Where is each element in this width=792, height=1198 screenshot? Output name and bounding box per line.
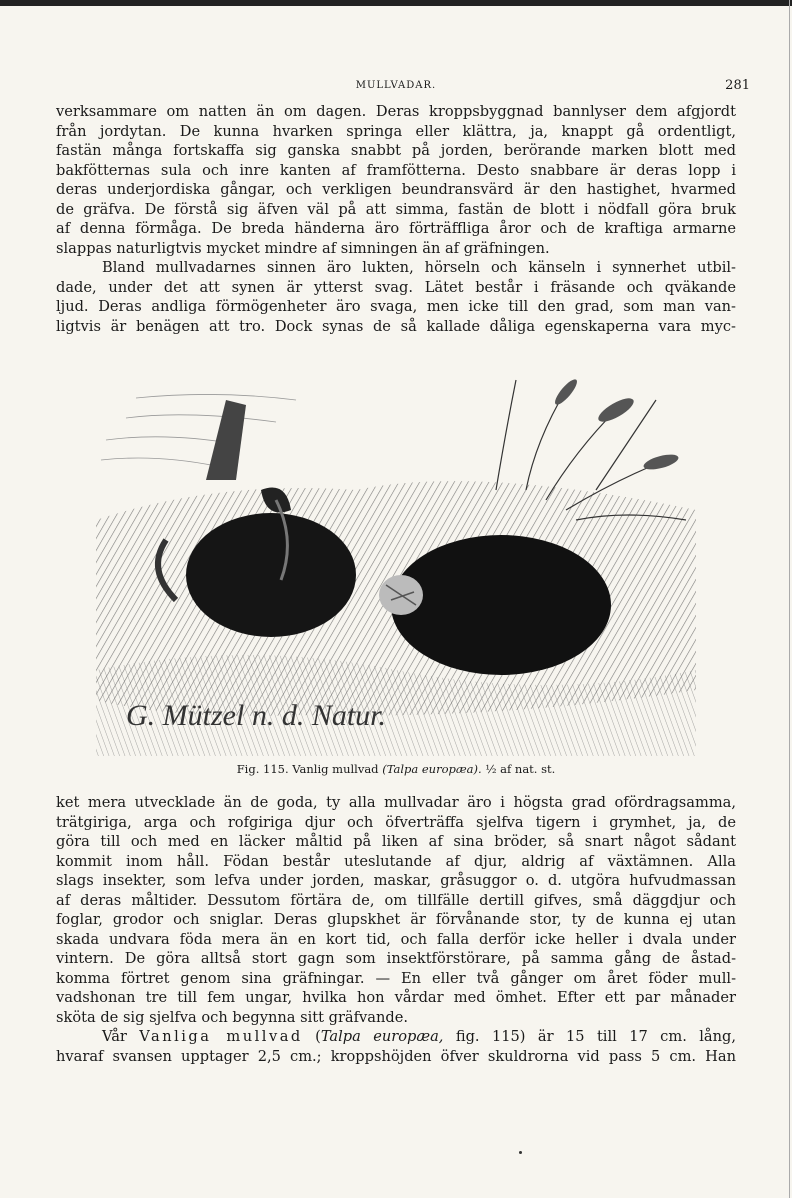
text-line: skada undvara föda mera än en kort tid, och falla derför icke heller i dvala under bbox=[56, 930, 736, 948]
print-speck bbox=[519, 1151, 522, 1154]
top-border bbox=[0, 0, 792, 6]
text-line: Bland mullvadarnes sinnen äro lukten, hörseln och känseln i synnerhet utbil- bbox=[102, 259, 736, 276]
text-line: slags insekter, som lefva under jorden, maskar, gråsuggor o. d. utgöra hufvudmassan bbox=[56, 872, 736, 889]
leaves bbox=[552, 377, 680, 473]
text-line: af deras måltider. Dessutom förtära de, om tillfälle dertill gifves, små däggdjur och bbox=[56, 891, 736, 909]
text-line: från jordytan. De kunna hvarken springa eller klättra, ja, knappt gå ordentligt, bbox=[56, 122, 736, 140]
artist-signature: G. Mützel n. d. Natur. bbox=[126, 699, 387, 732]
text-line: ljud. Deras andliga förmögenheter äro svaga, men icke till den grad, som man van- bbox=[56, 298, 736, 315]
text-line: de gräfva. De förstå sig äfven väl på att simma, fastän de blott i nödfall göra bruk bbox=[56, 200, 736, 218]
text-line: fastän många fortskaffa sig ganska snabbt på jorden, berörande marken blott med bbox=[56, 142, 736, 159]
text-line: sköta de sig sjelfva och begynna sitt gräfvande. bbox=[56, 1008, 408, 1026]
text-line: af denna förmåga. De breda händerna äro förträffliga åror och de kraftiga armarne bbox=[56, 220, 736, 237]
stump bbox=[206, 400, 246, 480]
text-block-top bbox=[56, 102, 736, 336]
caption-prefix: Fig. 115. Vanlig mullvad bbox=[236, 762, 379, 776]
text-line: foglar, grodor och sniglar. Deras glupskhet är förvånande stor, ty de kunna ej utan bbox=[56, 911, 736, 928]
text-line: komma förtret genom sina gräfningar. — En eller två gånger om året föder mull- bbox=[56, 969, 736, 987]
text-line: kommit inom håll. Födan består uteslutande af djur, aldrig af växtämnen. Alla bbox=[56, 852, 736, 870]
caption-scale: ½ af nat. st. bbox=[485, 762, 556, 776]
caption-latin-name: (Talpa europæa). bbox=[382, 762, 482, 776]
running-title: MULLVADAR. bbox=[355, 80, 437, 91]
text-line: göra till och med en läcker måltid på liken af sina bröder, så snart något sådant bbox=[56, 833, 736, 850]
text-line: bakfötternas sula och inre kanten af framfötterna. Desto snabbare är deras lopp i bbox=[56, 161, 736, 179]
background-hatching bbox=[101, 394, 296, 466]
text-line: slappas naturligtvis mycket mindre af simningen än af gräfningen. bbox=[56, 239, 550, 257]
text-line: deras underjordiska gångar, och verkligen beundransvärd är den hastighet, hvarmed bbox=[56, 181, 736, 198]
text-line: vintern. De göra alltså stort gagn som insektförstörare, på samma gång de åstad- bbox=[56, 950, 736, 967]
text-block-bottom bbox=[56, 793, 736, 1066]
figure-caption bbox=[0, 762, 792, 776]
text-line: ligtvis är benägen att tro. Dock synas de så kallade dåliga egenskaperna vara myc- bbox=[56, 317, 736, 335]
spaced-term: Vanliga mullvad bbox=[139, 1028, 303, 1045]
text-line: hvaraf svansen upptager 2,5 cm.; kroppshöjden öfver skuldrorna vid pass 5 cm. Han bbox=[56, 1047, 736, 1065]
text-line: vadshonan tre till fem ungar, hvilka hon vårdar med ömhet. Efter ett par månader bbox=[56, 989, 736, 1006]
engraving-drawing bbox=[96, 370, 696, 756]
text-line: Vår Vanliga mullvad (Talpa europæa, fig. 115) är 15 till 17 cm. lång, bbox=[102, 1028, 736, 1045]
text-line: verksammare om natten än om dagen. Deras kroppsbyggnad bannlyser dem afgjordt bbox=[56, 103, 736, 120]
text-line: trätgiriga, arga och rofgiriga djur och öfverträffa sjelfva tigern i grymhet, ja, de bbox=[56, 813, 736, 831]
text-line: ket mera utvecklade än de goda, ty alla mullvadar äro i högsta grad ofördragsamma, bbox=[56, 794, 736, 811]
latin-name: Talpa europæa, bbox=[320, 1028, 444, 1045]
running-header bbox=[0, 78, 792, 94]
mole-left bbox=[186, 513, 356, 637]
text-line: dade, under det att synen är ytterst svag. Lätet består i fräsande och qväkande bbox=[56, 278, 736, 296]
page-edge bbox=[789, 0, 790, 1198]
mole-right bbox=[391, 535, 611, 675]
mole-illustration bbox=[96, 370, 696, 756]
page-number: 281 bbox=[725, 78, 750, 93]
